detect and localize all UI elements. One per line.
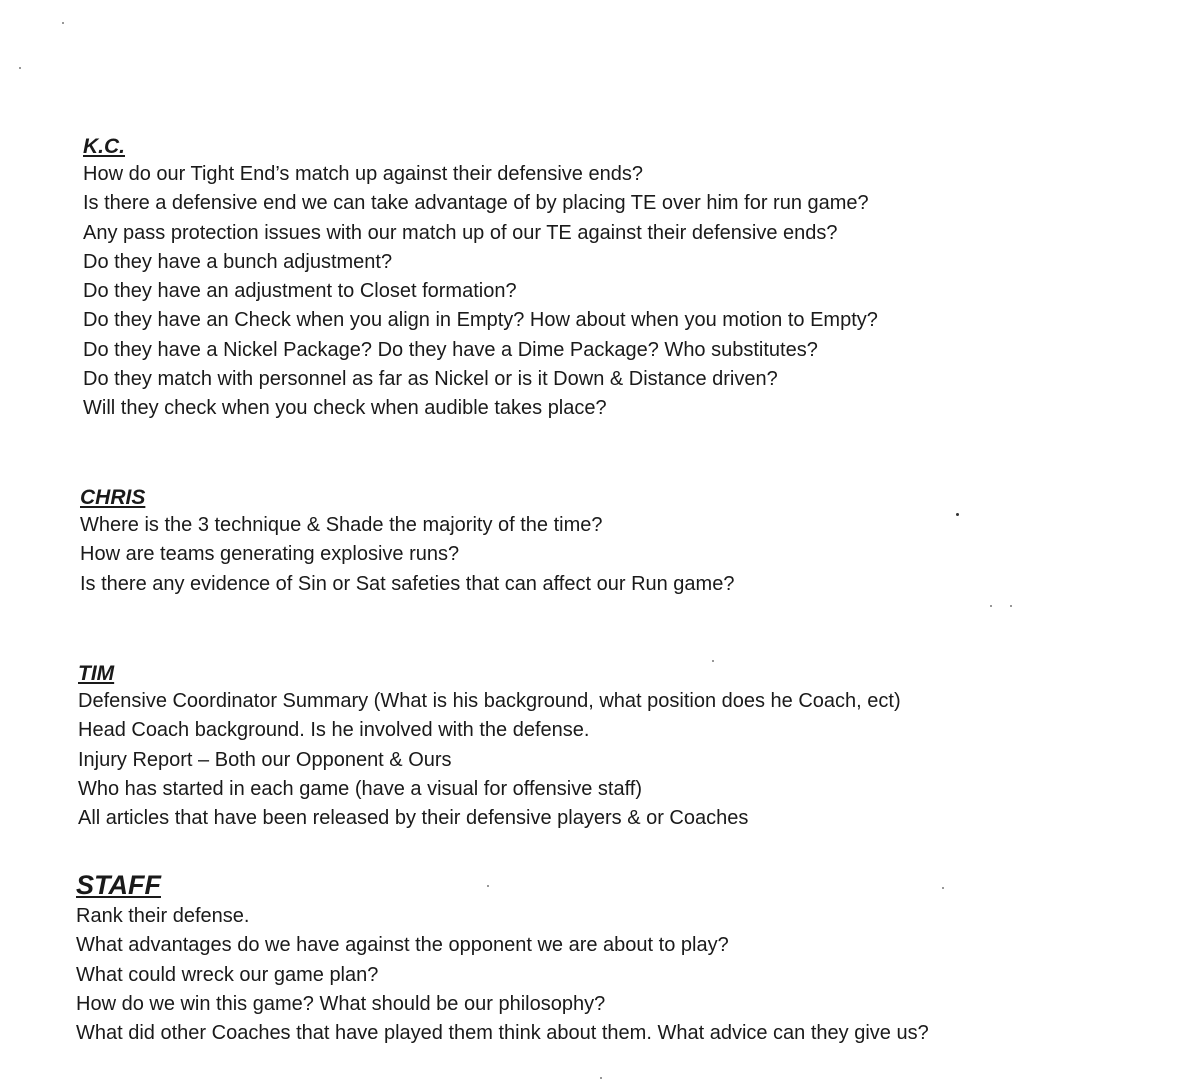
question-line: Do they have an adjustment to Closet formation?: [83, 280, 517, 303]
section-staff: [76, 868, 1176, 1048]
question-line: How are teams generating explosive runs?: [80, 543, 460, 566]
question-line: Injury Report – Both our Opponent & Ours: [78, 748, 452, 771]
question-line: Rank their defense.: [76, 905, 250, 927]
question-line: Do they have a bunch adjustment?: [83, 250, 393, 273]
question-line: Any pass protection issues with our match up of our TE against their defensive ends?: [83, 221, 838, 244]
question-line: Do they match with personnel as far as Nickel or is it Down & Distance driven?: [83, 368, 778, 391]
question-list: [80, 511, 1180, 599]
question-line: What did other Coaches that have played them think about them. What advice can they give us?: [76, 1022, 929, 1045]
scan-speck: [600, 1077, 602, 1079]
question-line: Will they check when you check when audible takes place?: [83, 397, 607, 420]
question-line: Do they have an Check when you align in Empty? How about when you motion to Empty?: [83, 309, 878, 332]
question-list: [83, 160, 1183, 424]
scan-speck: [19, 67, 21, 69]
question-line: Do they have a Nickel Package? Do they have a Dime Package? Who substitutes?: [83, 338, 818, 361]
section-chris: [80, 485, 1180, 599]
question-line: Defensive Coordinator Summary (What is his background, what position does he Coach, ect): [78, 690, 901, 712]
question-line: Where is the 3 technique & Shade the majority of the time?: [80, 514, 603, 536]
scan-speck: [990, 605, 992, 607]
scan-speck: [62, 22, 64, 24]
question-line: Is there any evidence of Sin or Sat safeties that can affect our Run game?: [80, 572, 735, 595]
question-line: All articles that have been released by their defensive players & or Coaches: [78, 807, 749, 830]
question-line: How do our Tight End’s match up against their defensive ends?: [83, 163, 643, 185]
section-heading: TIM: [78, 662, 115, 685]
question-line: Who has started in each game (have a visual for offensive staff): [78, 777, 643, 800]
question-line: Head Coach background. Is he involved with the defense.: [78, 719, 590, 742]
question-list: [76, 902, 1176, 1048]
question-line: What could wreck our game plan?: [76, 963, 379, 986]
question-line: What advantages do we have against the opponent we are about to play?: [76, 934, 729, 957]
section-heading: CHRIS: [80, 486, 146, 509]
question-line: Is there a defensive end we can take advantage of by placing TE over him for run game?: [83, 192, 869, 215]
question-line: How do we win this game? What should be our philosophy?: [76, 992, 606, 1015]
question-list: [78, 687, 1178, 833]
scan-speck: [1010, 605, 1012, 607]
section-heading: STAFF: [76, 870, 161, 900]
section-tim: [78, 661, 1178, 833]
section-kc: [83, 134, 1183, 424]
section-heading: K.C.: [83, 135, 125, 158]
